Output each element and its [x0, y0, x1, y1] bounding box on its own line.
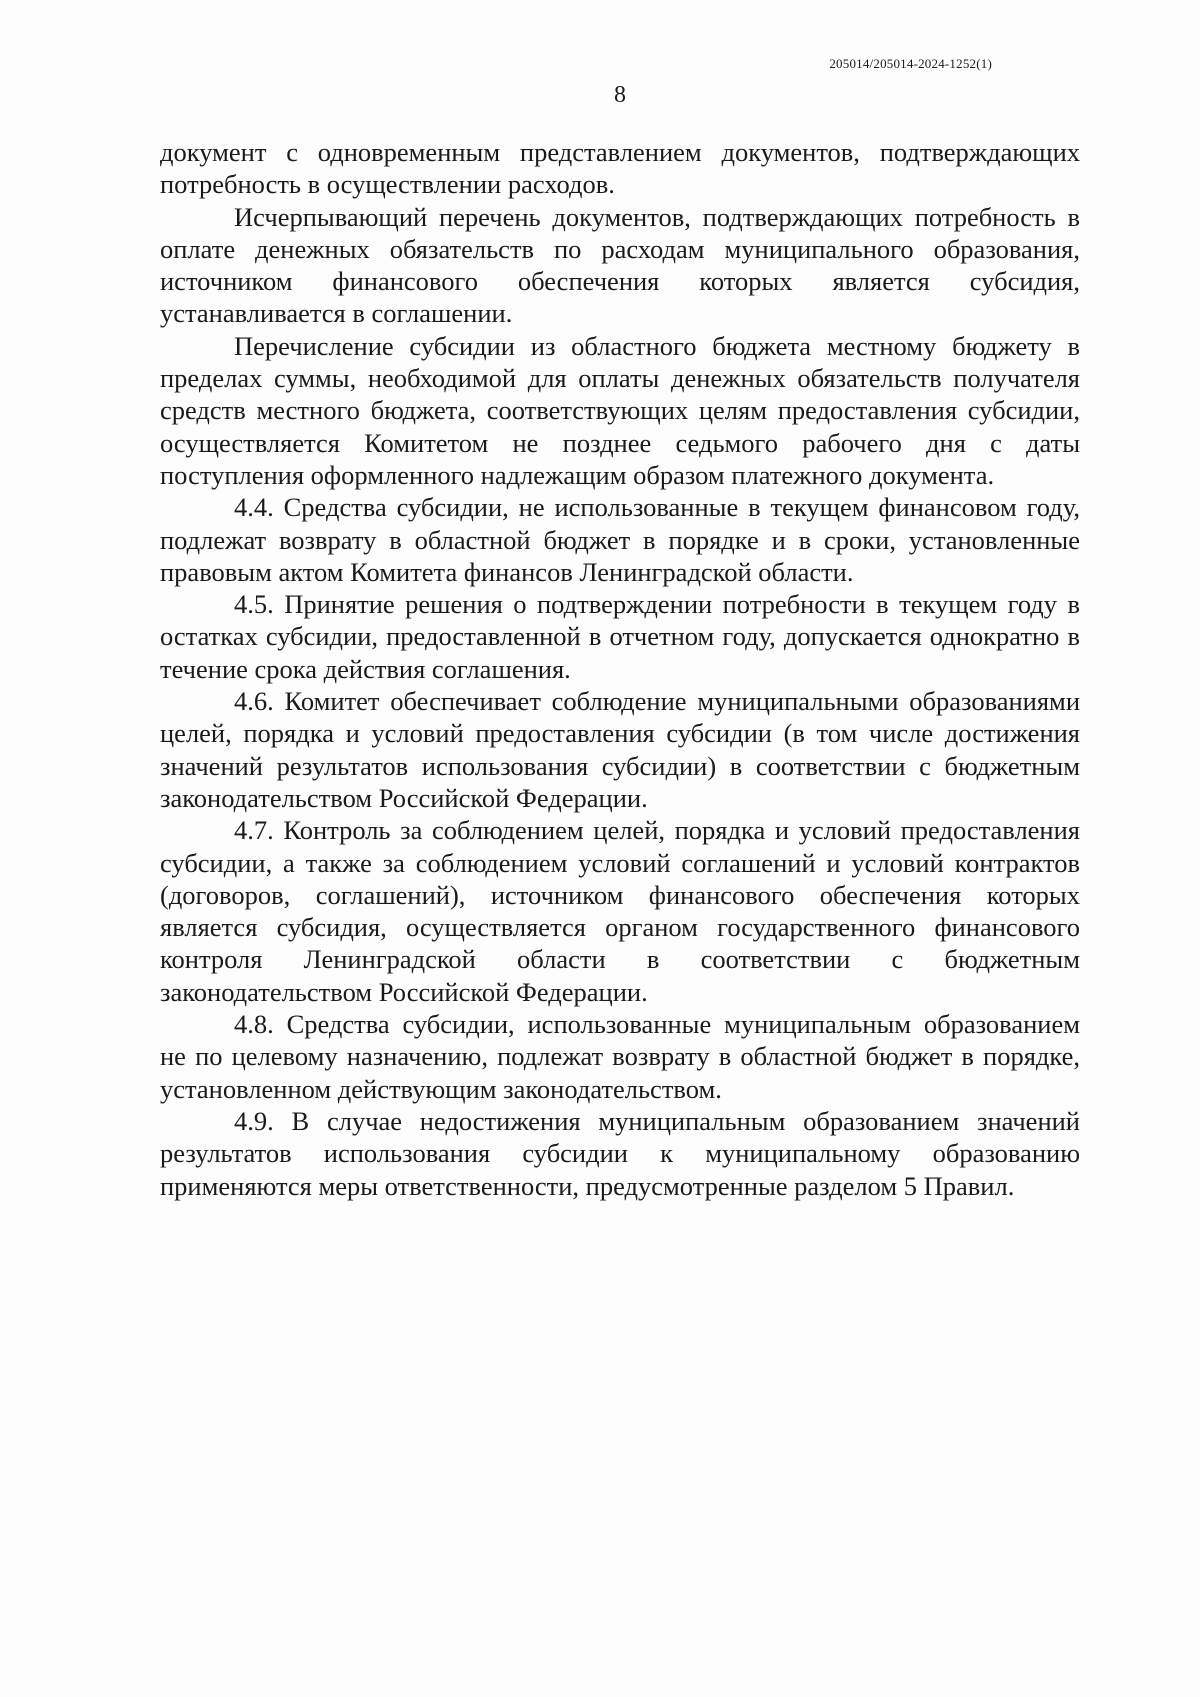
paragraph-4-9: 4.9. В случае недостижения муниципальным образованием значений результатов использования субсидии к муниципальному образованию применяются меры ответственности, предусмотренные разделом 5 Правил. — [160, 1105, 1080, 1201]
document-body — [160, 136, 1080, 1202]
paragraph-continuation: документ с одновременным представлением документов, подтверждающих потребность в осуществлении расходов. — [160, 137, 1080, 200]
paragraph-4-4: 4.4. Средства субсидии, не использованные в текущем финансовом году, подлежат возврату в областной бюджет в порядке и в сроки, установленные правовым актом Комитета финансов Ленинградской области. — [160, 492, 1080, 587]
paragraph-transfer: Перечисление субсидии из областного бюджета местному бюджету в пределах суммы, необходимой для оплаты денежных обязательств получателя средств местного бюджета, соответствующих целям предоставления субсидии, осуществляется Комитетом не позднее седьмого рабочего дня с даты поступления оформленного надлежащим образом платежного документа. — [160, 330, 1080, 490]
document-id: 205014/205014-2024-1252(1) — [829, 56, 992, 71]
paragraph-4-5: 4.5. Принятие решения о подтверждении потребности в текущем году в остатках субсидии, предоставленной в отчетном году, допускается однократно в течение срока действия соглашения. — [160, 589, 1080, 684]
paragraph-4-7: 4.7. Контроль за соблюдением целей, порядка и условий предоставления субсидии, а также за соблюдением условий соглашений и условий контрактов (договоров, соглашений), источником финансового обеспечения которых является субсидия, осуществляется органом государственного финансового контроля Ленинградской области в соответствии с бюджетным законодательством Российской Федерации. — [160, 815, 1080, 1007]
paragraph-4-6: 4.6. Комитет обеспечивает соблюдение муниципальными образованиями целей, порядка и условий предоставления субсидии (в том числе достижения значений результатов использования субсидии) в соответствии с бюджетным законодательством Российской Федерации. — [160, 686, 1080, 813]
page-number: 8 — [614, 82, 626, 108]
paragraph-documents-list: Исчерпывающий перечень документов, подтверждающих потребность в оплате денежных обязательств по расходам муниципального образования, источником финансового обеспечения которых является субсидия, устанавливается в соглашении. — [160, 201, 1080, 329]
paragraph-4-8: 4.8. Средства субсидии, использованные муниципальным образованием не по целевому назначению, подлежат возврату в областной бюджет в порядке, установленном действующим законодательством. — [160, 1009, 1080, 1104]
